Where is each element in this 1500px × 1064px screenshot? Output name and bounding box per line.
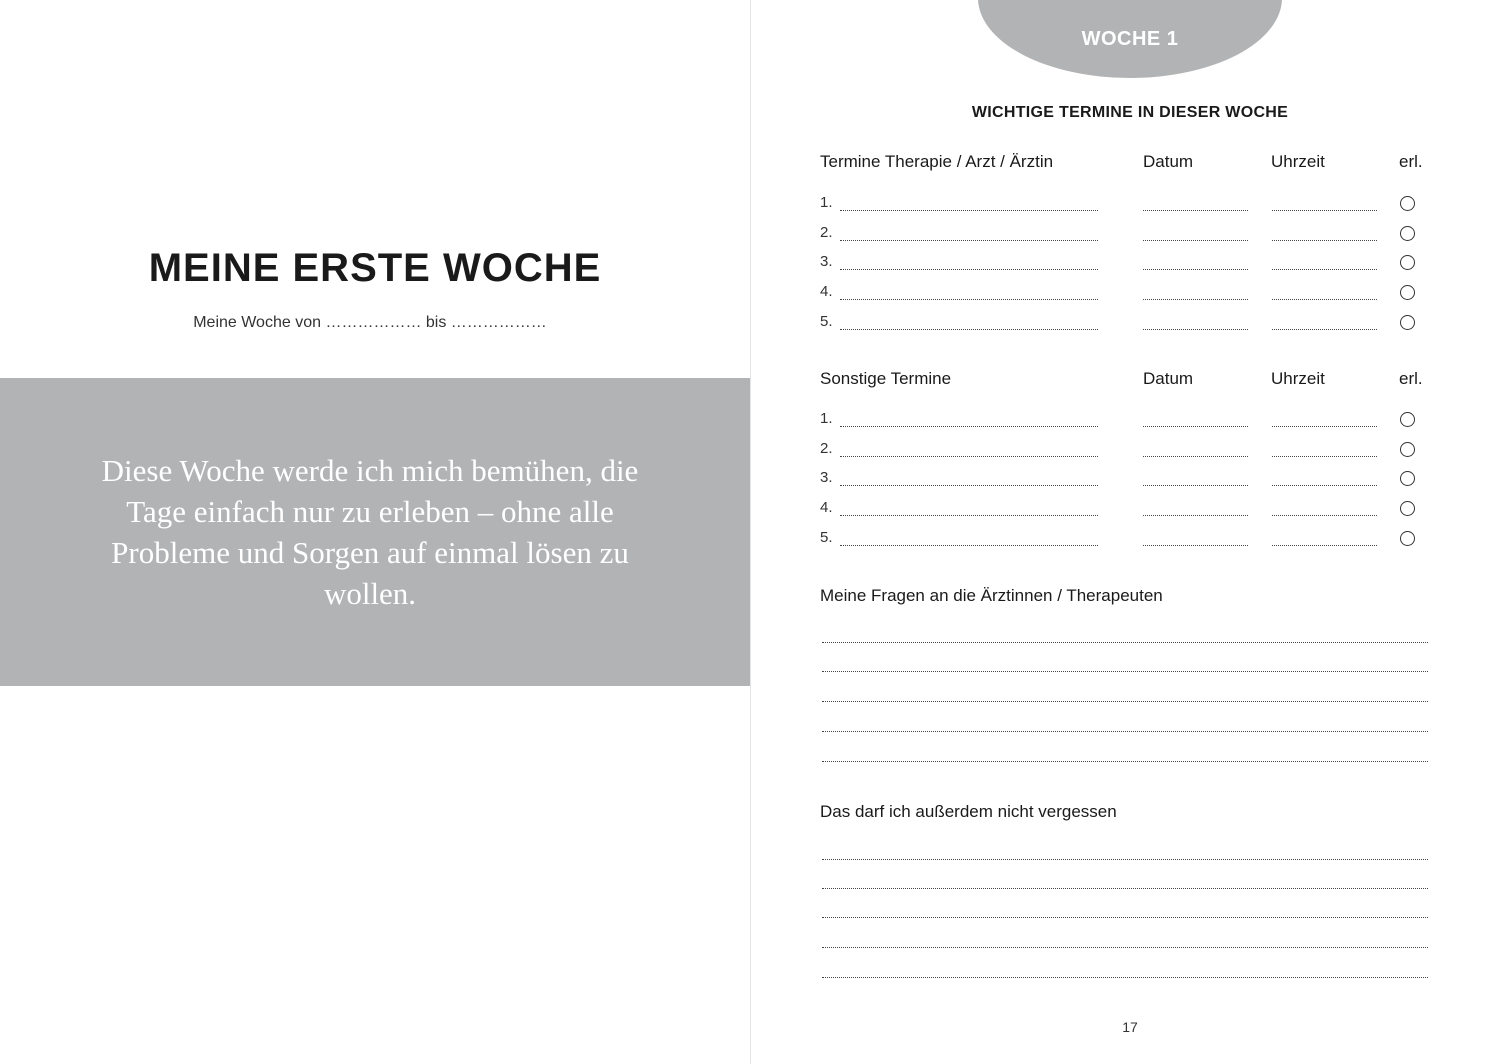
done-checkbox[interactable] bbox=[1400, 285, 1415, 300]
appointment-field[interactable] bbox=[840, 240, 1098, 241]
time-field[interactable] bbox=[1272, 515, 1377, 516]
table1-row bbox=[820, 253, 1430, 275]
row-number: 5. bbox=[820, 529, 833, 546]
questions-heading: Meine Fragen an die Ärztinnen / Therapeuten bbox=[820, 586, 1163, 605]
date-field[interactable] bbox=[1143, 329, 1248, 330]
date-field[interactable] bbox=[1143, 515, 1248, 516]
done-checkbox[interactable] bbox=[1400, 531, 1415, 546]
time-field[interactable] bbox=[1272, 210, 1377, 211]
done-checkbox[interactable] bbox=[1400, 471, 1415, 486]
table2-row bbox=[820, 499, 1430, 521]
quote-text: Diese Woche werde ich mich bemühen, die Tage einfach nur zu erleben – ohne alle Probleme und Sorgen auf einmal lösen zu wollen. bbox=[101, 453, 639, 611]
time-field[interactable] bbox=[1272, 545, 1377, 546]
reminder-line[interactable] bbox=[822, 888, 1428, 889]
table2-header-done: erl. bbox=[1399, 369, 1423, 388]
done-checkbox[interactable] bbox=[1400, 315, 1415, 330]
row-number: 1. bbox=[820, 194, 833, 211]
row-number: 3. bbox=[820, 253, 833, 270]
appointment-field[interactable] bbox=[840, 329, 1098, 330]
questions-line[interactable] bbox=[822, 671, 1428, 672]
appointment-field[interactable] bbox=[840, 456, 1098, 457]
table1-header-done: erl. bbox=[1399, 152, 1423, 171]
time-field[interactable] bbox=[1272, 485, 1377, 486]
appointment-field[interactable] bbox=[840, 299, 1098, 300]
row-number: 4. bbox=[820, 499, 833, 516]
table1-row bbox=[820, 313, 1430, 335]
reminder-line[interactable] bbox=[822, 917, 1428, 918]
reminder-heading: Das darf ich außerdem nicht vergessen bbox=[820, 802, 1117, 821]
book-spine bbox=[750, 0, 751, 1064]
page-number: 17 bbox=[1122, 1019, 1138, 1035]
appointment-field[interactable] bbox=[840, 426, 1098, 427]
appointment-field[interactable] bbox=[840, 515, 1098, 516]
reminder-line[interactable] bbox=[822, 859, 1428, 860]
table2-header-date: Datum bbox=[1143, 369, 1194, 388]
row-number: 1. bbox=[820, 410, 833, 427]
time-field[interactable] bbox=[1272, 240, 1377, 241]
table1-header-time: Uhrzeit bbox=[1271, 152, 1325, 171]
table2-row bbox=[820, 410, 1430, 432]
row-number: 3. bbox=[820, 469, 833, 486]
time-field[interactable] bbox=[1272, 329, 1377, 330]
appointment-field[interactable] bbox=[840, 485, 1098, 486]
table2-row bbox=[820, 440, 1430, 462]
row-number: 2. bbox=[820, 224, 833, 241]
appointment-field[interactable] bbox=[840, 210, 1098, 211]
done-checkbox[interactable] bbox=[1400, 226, 1415, 241]
table2-header-other: Sonstige Termine bbox=[820, 369, 952, 388]
time-field[interactable] bbox=[1272, 269, 1377, 270]
date-field[interactable] bbox=[1143, 299, 1248, 300]
table1-header-appointments: Termine Therapie / Arzt / Ärztin bbox=[820, 152, 1054, 171]
questions-line[interactable] bbox=[822, 761, 1428, 762]
week-range-field[interactable]: Meine Woche von ……………… bis ……………… bbox=[193, 314, 547, 331]
reminder-line[interactable] bbox=[822, 977, 1428, 978]
questions-line[interactable] bbox=[822, 731, 1428, 732]
reminder-line[interactable] bbox=[822, 947, 1428, 948]
date-field[interactable] bbox=[1143, 210, 1248, 211]
appointment-field[interactable] bbox=[840, 545, 1098, 546]
date-field[interactable] bbox=[1143, 545, 1248, 546]
date-field[interactable] bbox=[1143, 456, 1248, 457]
row-number: 5. bbox=[820, 313, 833, 330]
week-badge-label: WOCHE 1 bbox=[1081, 28, 1179, 50]
table1-header-date: Datum bbox=[1143, 152, 1194, 171]
done-checkbox[interactable] bbox=[1400, 412, 1415, 427]
page-title: MEINE ERSTE WOCHE bbox=[148, 246, 602, 290]
table2-header-time: Uhrzeit bbox=[1271, 369, 1325, 388]
done-checkbox[interactable] bbox=[1400, 196, 1415, 211]
time-field[interactable] bbox=[1272, 299, 1377, 300]
row-number: 4. bbox=[820, 283, 833, 300]
date-field[interactable] bbox=[1143, 269, 1248, 270]
table1-row bbox=[820, 194, 1430, 216]
appointment-field[interactable] bbox=[840, 269, 1098, 270]
date-field[interactable] bbox=[1143, 485, 1248, 486]
table2-row bbox=[820, 529, 1430, 551]
time-field[interactable] bbox=[1272, 426, 1377, 427]
table1-row bbox=[820, 283, 1430, 305]
section-title: WICHTIGE TERMINE IN DIESER WOCHE bbox=[971, 104, 1289, 121]
done-checkbox[interactable] bbox=[1400, 442, 1415, 457]
questions-line[interactable] bbox=[822, 701, 1428, 702]
time-field[interactable] bbox=[1272, 456, 1377, 457]
questions-line[interactable] bbox=[822, 642, 1428, 643]
table1-row bbox=[820, 224, 1430, 246]
done-checkbox[interactable] bbox=[1400, 255, 1415, 270]
table2-row bbox=[820, 469, 1430, 491]
done-checkbox[interactable] bbox=[1400, 501, 1415, 516]
date-field[interactable] bbox=[1143, 426, 1248, 427]
row-number: 2. bbox=[820, 440, 833, 457]
date-field[interactable] bbox=[1143, 240, 1248, 241]
